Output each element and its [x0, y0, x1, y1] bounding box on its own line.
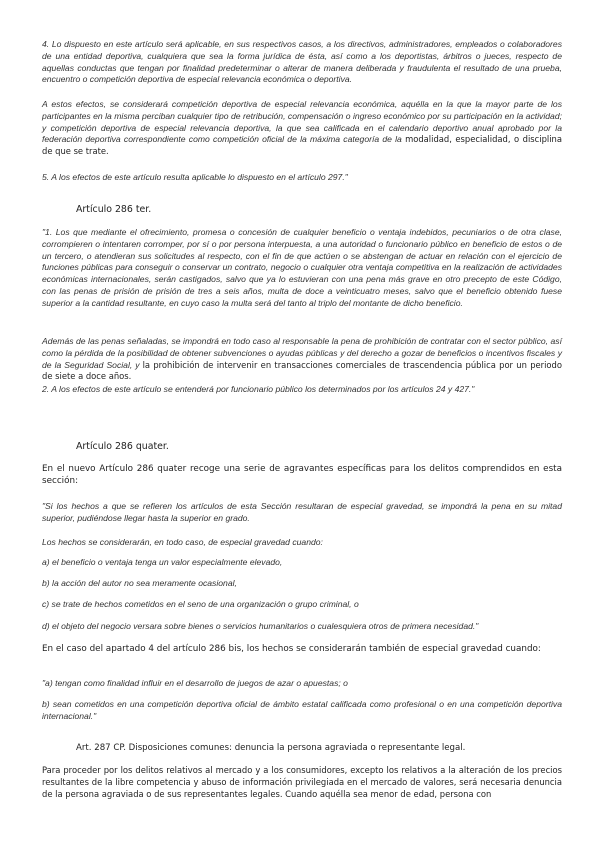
heading-article-286-quater: Artículo 286 quater.	[76, 441, 169, 452]
paragraph-hechos-gravedad: Los hechos se considerarán, en todo caso, de especial gravedad cuando:	[42, 537, 323, 547]
list-item-d: d) el objeto del negocio versara sobre bienes o servicios humanitarios o cualesquiera otros de primera necesidad."	[42, 621, 479, 631]
paragraph-efectos-definition	[42, 99, 562, 158]
penas-italic-text: Además de las penas señaladas, se impondrá en todo caso al responsable la pena de prohibición de contratar con el sector público, así como la pérdida de la posibilidad de obtener subvenciones o ayudas públicas y del derecho a gozar de beneficios o incentivos fiscales y de la Seguridad Social, y	[42, 336, 562, 370]
heading-article-286-ter: Artículo 286 ter.	[76, 204, 152, 215]
paragraph-286ter-penas	[42, 336, 562, 383]
paragraph-article-286bis-4: 4. Lo dispuesto en este artículo será aplicable, en sus respectivos casos, a los directivos, administradores, empleados o colaboradores de una entidad deportiva, cualquiera que sea la forma jurídica de ésta, así como a los deportistas, árbitros o jueces, respecto de aquellas conductas que tengan por finalidad predeterminar o alterar de manera deliberada y fraudulenta el resultado de una prueba, encuentro o competición deportiva de especial relevancia económica o deportiva.	[42, 39, 562, 85]
list-item-c: c) se trate de hechos cometidos en el seno de una organización o grupo criminal, o	[42, 599, 359, 609]
heading-article-287: Art. 287 CP. Disposiciones comunes: denuncia la persona agraviada o representante legal.	[76, 743, 466, 753]
paragraph-article-287-body: Para proceder por los delitos relativos al mercado y a los consumidores, excepto los relativos a la alteración de los precios resultantes de la libre competencia y abuso de información privilegiada en el mercado de valores, será necesaria denuncia de la persona agraviada o de sus representantes legales. Cuando aquélla sea menor de edad, persona con	[42, 765, 562, 799]
paragraph-apartado-4: En el caso del apartado 4 del artículo 286 bis, los hechos se considerarán también de especial gravedad cuando:	[42, 644, 541, 654]
efectos-normal-text: modalidad, especialidad, o disciplina de que se trate.	[42, 134, 562, 157]
paragraph-286quater-quote: "Si los hechos a que se refieren los artículos de esta Sección resultaran de especial gravedad, se impondrá la pena en su mitad superior, pudiéndose llegar hasta la superior en grado.	[42, 501, 562, 523]
efectos-italic-text: A estos efectos, se considerará competición deportiva de especial relevancia económica, aquélla en la que la mayor parte de los participantes en la misma perciban cualquier tipo de retribución, compensación o ingreso económico por su participación en la actividad; y competición deportiva de especial relevancia deportiva, la que sea calificada en el calendario deportivo anual aprobado por la federación deportiva correspondiente como competición oficial de la máxima categoría de la	[42, 99, 562, 145]
penas-normal-text: la prohibición de intervenir en transacciones comerciales de trascendencia pública por un periodo de siete a doce años.	[42, 359, 562, 382]
paragraph-286ter-2: 2. A los efectos de este artículo se entenderá por funcionario público los determinados por los artículos 24 y 427."	[42, 384, 475, 394]
paragraph-article-286bis-5: 5. A los efectos de este artículo resulta aplicable lo dispuesto en el artículo 297."	[42, 172, 348, 182]
list-item-quater-b: b) sean cometidos en una competición deportiva oficial de ámbito estatal calificada como profesional o en una competición deportiva internacional."	[42, 699, 562, 721]
list-item-quater-a: "a) tengan como finalidad influir en el desarrollo de juegos de azar o apuestas; o	[42, 678, 348, 688]
paragraph-286quater-intro: En el nuevo Artículo 286 quater recoge una serie de agravantes específicas para los delitos comprendidos en esta sección:	[42, 464, 562, 486]
list-item-a: a) el beneficio o ventaja tenga un valor especialmente elevado,	[42, 557, 283, 567]
paragraph-286ter-1: "1. Los que mediante el ofrecimiento, promesa o concesión de cualquier beneficio o ventaja indebidos, pecuniarios o de otra clase, corrompieren o intentaren corromper, por sí o por persona interpuesta, a una autoridad o funcionario público en beneficio de estos o de un tercero, o atendieran sus solicitudes al respecto, con el fin de que actúen o se abstengan de actuar en relación con el ejercicio de funciones públicas para conseguir o conservar un contrato, negocio o cualquier otra ventaja competitiva en la realización de actividades económicas internacionales, serán castigados, salvo que ya lo estuvieran con una pena más grave en otro precepto de este Código, con las penas de prisión de prisión de tres a seis años, multa de doce a veinticuatro meses, salvo que el beneficio obtenido fuese superior a la cantidad resultante, en cuyo caso la multa será del tanto al triplo del montante de dicho beneficio.	[42, 227, 562, 308]
list-item-b: b) la acción del autor no sea meramente ocasional,	[42, 578, 237, 588]
